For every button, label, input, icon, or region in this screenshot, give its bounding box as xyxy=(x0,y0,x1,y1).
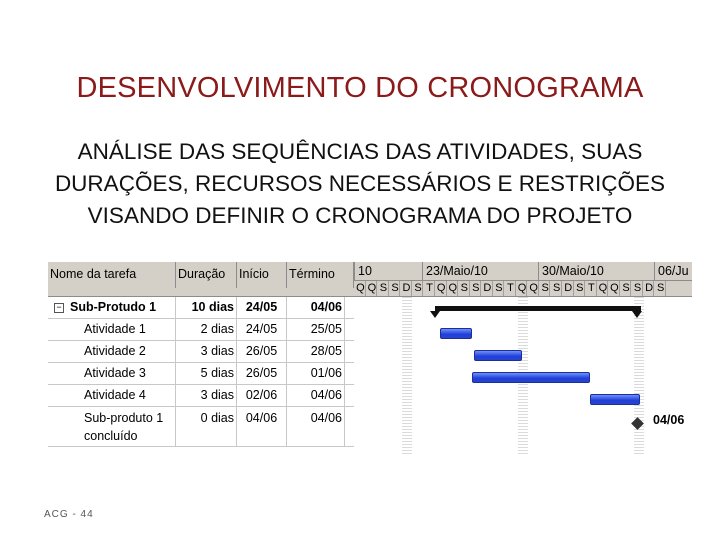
day-label: T xyxy=(426,282,433,294)
day-label: Q xyxy=(436,282,446,294)
day-label: D xyxy=(564,282,573,294)
day-label: S xyxy=(414,282,422,294)
task-start: 02/06 xyxy=(237,385,287,407)
task-name-line-2: concluído xyxy=(84,429,138,443)
day-label: S xyxy=(553,282,561,294)
week-label: 06/Ju xyxy=(654,262,689,280)
gantt-day-header xyxy=(354,281,692,297)
day-label: Q xyxy=(367,282,377,294)
day-label: T xyxy=(507,282,514,294)
task-start: 26/05 xyxy=(237,341,287,363)
header-end[interactable]: Término xyxy=(287,262,354,288)
day-label: S xyxy=(472,282,480,294)
table-row[interactable] xyxy=(48,297,354,319)
day-label: S xyxy=(541,282,549,294)
weekend-shading xyxy=(402,297,412,454)
task-duration: 0 dias xyxy=(176,407,237,447)
summary-bar[interactable] xyxy=(435,306,641,311)
week-label: 23/Maio/10 xyxy=(422,262,488,280)
day-label: S xyxy=(379,282,388,294)
table-row[interactable] xyxy=(48,407,354,447)
task-start: 04/06 xyxy=(237,407,287,447)
task-end: 04/06 xyxy=(287,385,345,407)
day-label: Q xyxy=(598,282,608,294)
task-end: 28/05 xyxy=(287,341,345,363)
milestone-label: 04/06 xyxy=(653,413,685,427)
collapse-icon[interactable]: − xyxy=(54,303,64,313)
task-name: Atividade 2 xyxy=(48,341,176,363)
task-start: 26/05 xyxy=(237,363,287,385)
slide-title: DESENVOLVIMENTO DO CRONOGRAMA xyxy=(76,72,644,104)
summary-bar-start xyxy=(430,311,440,318)
day-label: T xyxy=(587,282,595,294)
task-duration: 10 dias xyxy=(176,297,237,319)
slide-subtitle xyxy=(20,136,700,232)
table-row[interactable] xyxy=(48,319,354,341)
task-bar-atividade-3[interactable] xyxy=(472,372,590,383)
day-label: S xyxy=(656,282,665,294)
task-duration: 3 dias xyxy=(176,385,237,407)
day-label: D xyxy=(645,282,654,294)
week-label: 10 xyxy=(354,262,372,280)
week-label: 30/Maio/10 xyxy=(538,262,604,280)
task-start: 24/05 xyxy=(237,297,287,319)
task-name xyxy=(48,407,176,447)
task-name: Sub-Protudo 1 xyxy=(48,297,176,319)
task-name: Atividade 3 xyxy=(48,363,176,385)
day-label: S xyxy=(622,282,630,294)
day-label: S xyxy=(460,282,468,294)
slide-footer: ACG - 44 xyxy=(44,509,94,520)
subtitle-line-1: ANÁLISE DAS SEQUÊNCIAS DAS ATIVIDADES, SUAS xyxy=(77,139,643,164)
day-label: D xyxy=(483,282,492,294)
task-name: Atividade 1 xyxy=(48,319,176,341)
task-end: 01/06 xyxy=(287,363,345,385)
day-label: S xyxy=(633,282,642,294)
header-start[interactable]: Início xyxy=(237,262,287,288)
task-duration: 2 dias xyxy=(176,319,237,341)
table-row[interactable] xyxy=(48,385,354,407)
weekend-shading xyxy=(634,297,644,454)
day-label: S xyxy=(391,282,399,294)
task-end: 04/06 xyxy=(287,407,345,447)
task-bar-atividade-2[interactable] xyxy=(474,350,522,361)
day-label: Q xyxy=(610,282,619,294)
day-label: Q xyxy=(448,282,458,294)
table-row[interactable] xyxy=(48,341,354,363)
task-name-line-1: Sub-produto 1 xyxy=(84,411,164,425)
summary-bar-end xyxy=(632,311,642,318)
subtitle-line-3: VISANDO DEFINIR O CRONOGRAMA DO PROJETO xyxy=(87,203,633,228)
header-duration[interactable]: Duração xyxy=(176,262,237,288)
gantt-week-header xyxy=(354,262,692,281)
header-task-name[interactable]: Nome da tarefa xyxy=(48,262,176,288)
day-label: D xyxy=(402,282,411,294)
task-duration: 3 dias xyxy=(176,341,237,363)
task-end: 25/05 xyxy=(287,319,345,341)
day-label: S xyxy=(576,282,584,294)
day-label: Q xyxy=(517,282,527,294)
task-bar-atividade-4[interactable] xyxy=(590,394,640,405)
subtitle-line-2: DURAÇÕES, RECURSOS NECESSÁRIOS E RESTRIÇÕES xyxy=(54,171,666,196)
gantt-chart xyxy=(354,262,692,454)
task-start: 24/05 xyxy=(237,319,287,341)
day-label: S xyxy=(495,282,503,294)
task-end: 04/06 xyxy=(287,297,345,319)
task-bar-atividade-1[interactable] xyxy=(440,328,472,339)
table-header xyxy=(48,262,354,297)
day-label: Q xyxy=(356,282,365,294)
task-table xyxy=(48,262,354,454)
table-row[interactable] xyxy=(48,363,354,385)
task-duration: 5 dias xyxy=(176,363,237,385)
day-label: Q xyxy=(529,282,538,294)
task-name: Atividade 4 xyxy=(48,385,176,407)
